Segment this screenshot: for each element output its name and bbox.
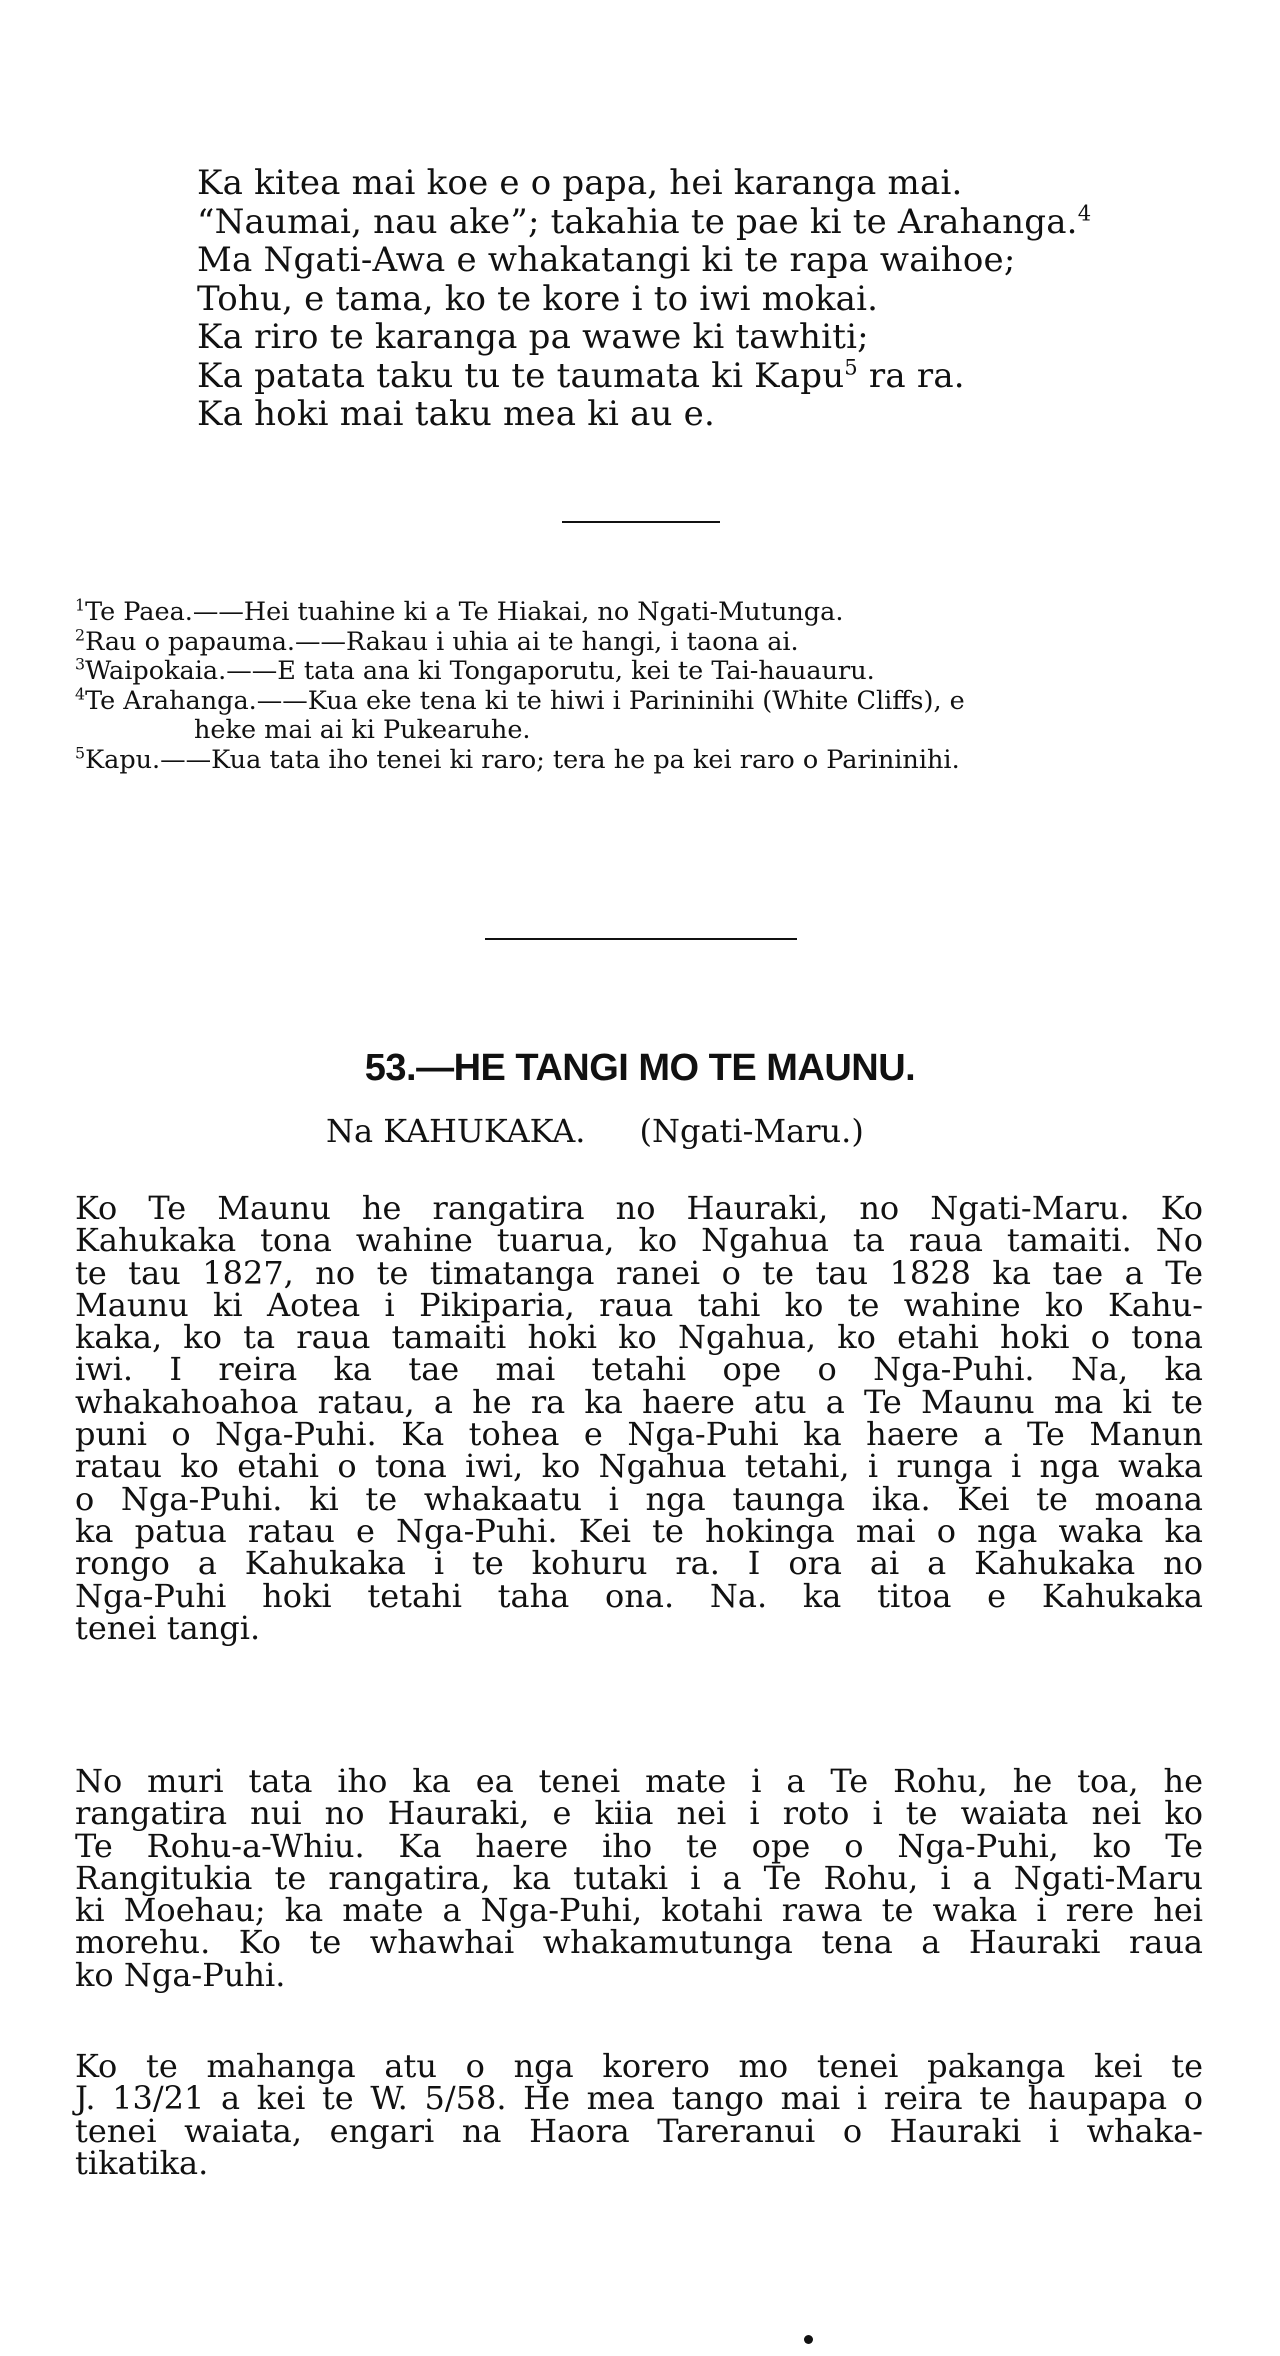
paragraph-line: o Nga-Puhi. ki te whakaatu i nga taunga ika. Kei te moana — [75, 1479, 1203, 1518]
paragraph-line: Te Rohu-a-Whiu. Ka haere iho te ope o Nga-Puhi, ko Te — [75, 1826, 1203, 1865]
footnote-marker: 4 — [75, 684, 86, 703]
paragraph-line: Rangitukia te rangatira, ka tutaki i a Te Rohu, i a Ngati-Maru — [75, 1858, 1203, 1897]
paragraph — [75, 2047, 1203, 2182]
paragraph-line: ka patua ratau e Nga-Puhi. Kei te hokinga mai o nga waka ka — [75, 1511, 1203, 1550]
section-title: 53.—HE TANGI MO TE MAUNU. — [364, 1047, 916, 1089]
poem-line: Ka riro te karanga pa wawe ki tawhiti; — [197, 317, 869, 357]
page-mark-dot — [804, 2335, 813, 2344]
divider-rule — [562, 521, 720, 523]
paragraph-line: iwi. I reira ka tae mai tetahi ope o Nga-Puhi. Na, ka — [75, 1350, 1203, 1389]
footnote-marker: 5 — [844, 354, 858, 380]
footnote-marker: 5 — [75, 743, 86, 762]
footnote — [75, 684, 1215, 717]
paragraph — [75, 1762, 1203, 1994]
footnote-text: Te Paea.——Hei tuahine ki a Te Hiakai, no Ngati-Mutunga. — [85, 597, 844, 627]
footnotes — [75, 595, 1215, 775]
footnote-marker: 4 — [1077, 200, 1092, 226]
footnote — [75, 595, 1215, 628]
footnote — [75, 625, 1215, 658]
paragraph-line: tenei tangi. — [75, 1608, 261, 1647]
footnote-text: Te Arahanga.——Kua eke tena ki te hiwi i Parininihi (White Cliffs), e — [85, 685, 965, 716]
poem-line: Ka hoki mai taku mea ki au e. — [197, 394, 715, 434]
paragraph-line: whakahoahoa ratau, a he ra ka haere atu a Te Maunu ma ki te — [75, 1382, 1203, 1421]
paragraph-line: te tau 1827, no te timatanga ranei o te tau 1828 ka tae a Te — [75, 1253, 1203, 1292]
footnote-marker: 3 — [75, 654, 86, 674]
paragraph-line: ko Nga-Puhi. — [75, 1955, 286, 1994]
paragraph-line: Ko te mahanga atu o nga korero mo tenei pakanga kei te — [75, 2047, 1203, 2085]
paragraph — [75, 1189, 1203, 1647]
poem-line — [197, 200, 1157, 242]
poem-line-tail: ra ra. — [857, 355, 965, 396]
section-subtitle — [326, 1112, 1126, 1150]
footnote-text: Waipokaia.——E tata ana ki Tongaporutu, kei te Tai-hauauru. — [85, 656, 875, 686]
poem-line: Ma Ngati-Awa e whakatangi ki te rapa waihoe; — [197, 240, 1016, 280]
paragraph-line: kaka, ko ta raua tamaiti hoki ko Ngahua, ko etahi hoki o tona — [75, 1318, 1203, 1357]
paragraph-line: No muri tata iho ka ea tenei mate i a Te Rohu, he toa, he — [75, 1762, 1203, 1800]
paragraph-line: morehu. Ko te whawhai whakamutunga tena a Hauraki raua — [75, 1923, 1203, 1962]
divider-rule — [485, 938, 797, 940]
paragraph-line: puni o Nga-Puhi. Ka tohea e Nga-Puhi ka haere a Te Manun — [75, 1415, 1203, 1454]
footnote-text: Rau o papauma.——Rakau i uhia ai te hangi, i taona ai. — [85, 626, 799, 657]
paragraph-line: J. 13/21 a kei te W. 5/58. He mea tango mai i reira te haupapa o — [75, 2079, 1203, 2118]
paragraph-line: Ko Te Maunu he rangatira no Hauraki, no Ngati-Maru. Ko — [75, 1189, 1203, 1227]
footnote-marker: 1 — [75, 595, 86, 615]
author: Na KAHUKAKA. — [326, 1112, 586, 1150]
paragraph-line: Nga-Puhi hoki tetahi taha ona. Na. ka titoa e Kahukaka — [75, 1576, 1203, 1615]
poem-line-text: Ka patata taku tu te taumata ki Kapu — [197, 355, 845, 396]
poem-line-text: “Naumai, nau ake”; takahia te pae ki te Arahanga. — [197, 201, 1078, 242]
footnote-marker: 2 — [75, 625, 86, 644]
paragraph-line: rongo a Kahukaka i te kohuru ra. I ora ai a Kahukaka no — [75, 1544, 1203, 1583]
tribe: (Ngati-Maru.) — [639, 1112, 864, 1150]
paragraph-line: tenei waiata, engari na Haora Tareranui o Hauraki i whaka- — [75, 2111, 1203, 2150]
paragraph-line: tikatika. — [75, 2143, 209, 2182]
poem-line: Tohu, e tama, ko te kore i to iwi mokai. — [197, 278, 879, 319]
footnote — [75, 743, 1215, 776]
footnote — [75, 654, 1215, 687]
paragraph-line: ki Moehau; ka mate a Nga-Puhi, kotahi rawa te waka i rere hei — [75, 1891, 1203, 1930]
footnote-continuation: heke mai ai ki Pukearuhe. — [194, 715, 531, 745]
paragraph-line: Kahukaka tona wahine tuarua, ko Ngahua ta raua tamaiti. No — [75, 1221, 1203, 1260]
poem-line: Ka kitea mai koe e o papa, hei karanga mai. — [197, 163, 963, 203]
poem — [197, 164, 1157, 434]
paragraph-line: rangatira nui no Hauraki, e kiia nei i roto i te waiata nei ko — [75, 1794, 1203, 1833]
poem-line — [197, 354, 1157, 396]
footnote-text: Kapu.——Kua tata iho tenei ki raro; tera he pa kei raro o Parininihi. — [85, 744, 960, 775]
paragraph-line: ratau ko etahi o tona iwi, ko Ngahua tetahi, i runga i nga waka — [75, 1447, 1203, 1486]
paragraph-line: Maunu ki Aotea i Pikiparia, raua tahi ko te wahine ko Kahu- — [75, 1285, 1203, 1324]
